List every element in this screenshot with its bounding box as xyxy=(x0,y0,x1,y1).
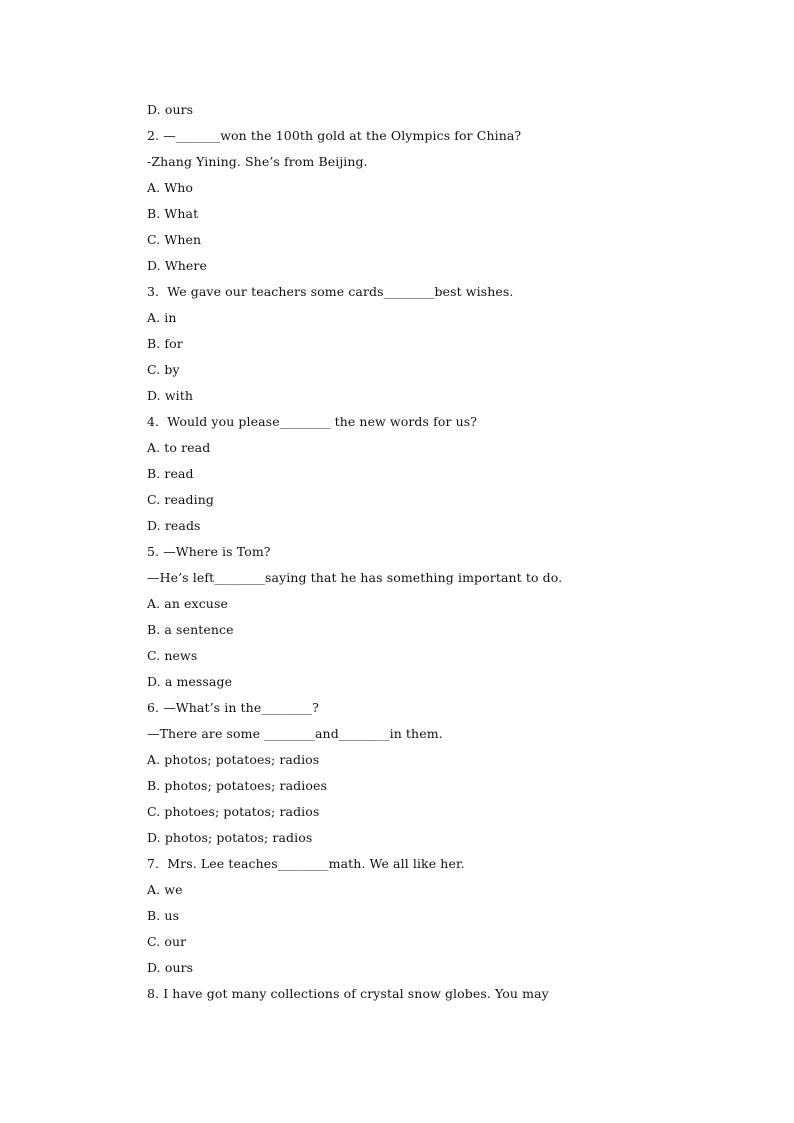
question-3: 3. We gave our teachers some cards________best wishes. xyxy=(147,284,514,299)
question-2-dialogue: -Zhang Yining. She’s from Beijing. xyxy=(147,154,368,169)
q2-option-a: A. Who xyxy=(147,180,193,195)
q6-option-a: A. photos; potatoes; radios xyxy=(147,752,320,767)
q7-option-c: C. our xyxy=(147,934,187,949)
question-5: 5. —Where is Tom? xyxy=(147,544,271,559)
q7-option-b: B. us xyxy=(147,908,180,923)
question-2: 2. —_______won the 100th gold at the Olympics for China? xyxy=(147,128,522,143)
question-6-dialogue: —There are some ________and________in them. xyxy=(147,726,443,741)
question-8: 8. I have got many collections of crystal snow globes. You may xyxy=(147,986,549,1001)
q2-option-b: B. What xyxy=(147,206,199,221)
q4-option-d: D. reads xyxy=(147,518,201,533)
q2-option-d: D. Where xyxy=(147,258,207,273)
q6-option-c: C. photoes; potatos; radios xyxy=(147,804,320,819)
q5-option-d: D. a message xyxy=(147,674,233,689)
q3-option-a: A. in xyxy=(147,310,177,325)
q5-option-b: B. a sentence xyxy=(147,622,234,637)
q7-option-d: D. ours xyxy=(147,960,194,975)
q4-option-c: C. reading xyxy=(147,492,214,507)
q2-option-c: C. When xyxy=(147,232,202,247)
q4-option-b: B. read xyxy=(147,466,194,481)
question-7: 7. Mrs. Lee teaches________math. We all like her. xyxy=(147,856,465,871)
question-6: 6. —What’s in the________? xyxy=(147,700,319,715)
q6-option-d: D. photos; potatos; radios xyxy=(147,830,313,845)
q5-option-c: C. news xyxy=(147,648,198,663)
q7-option-a: A. we xyxy=(147,882,183,897)
q6-option-b: B. photos; potatoes; radioes xyxy=(147,778,327,793)
q5-option-a: A. an excuse xyxy=(147,596,228,611)
q3-option-c: C. by xyxy=(147,362,180,377)
q3-option-b: B. for xyxy=(147,336,183,351)
question-4: 4. Would you please________ the new words for us? xyxy=(147,414,478,429)
question-5-dialogue: —He’s left________saying that he has something important to do. xyxy=(147,570,563,585)
quiz-content xyxy=(147,101,667,1011)
option-d-ours: D. ours xyxy=(147,102,194,117)
q3-option-d: D. with xyxy=(147,388,193,403)
q4-option-a: A. to read xyxy=(147,440,211,455)
